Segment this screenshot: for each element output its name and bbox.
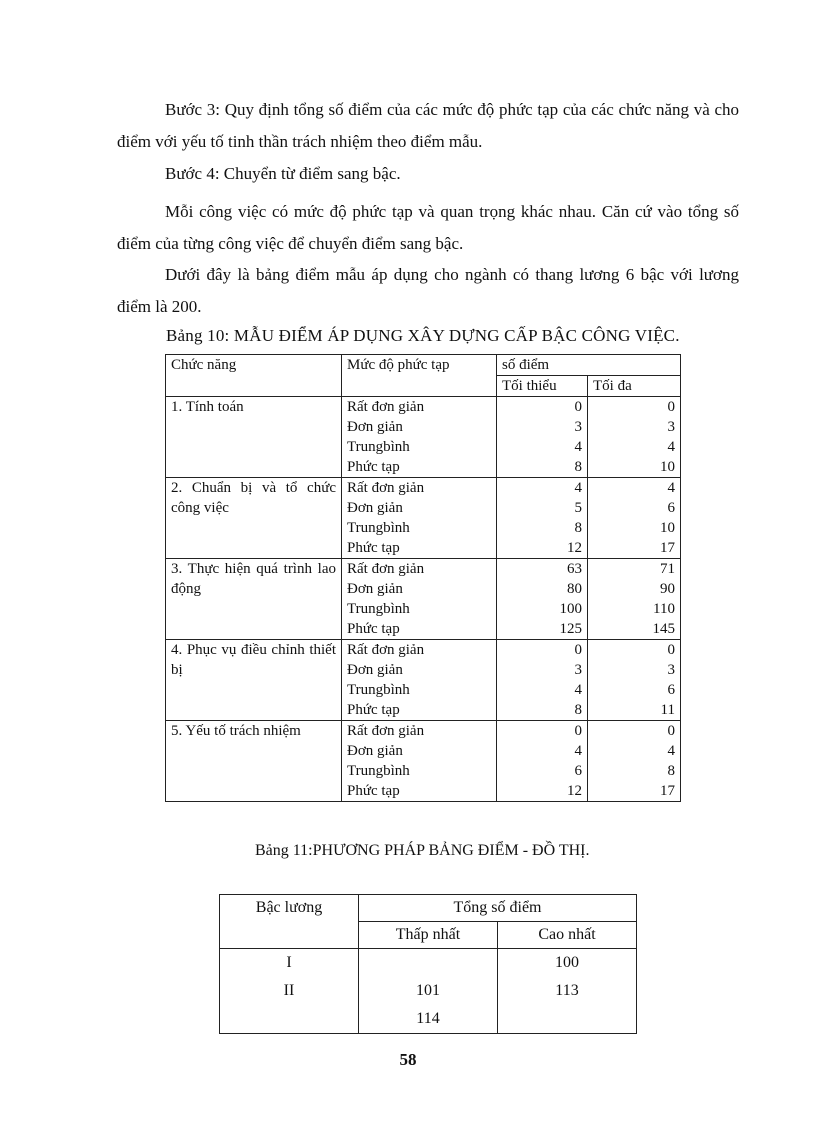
max-points: 17: [588, 538, 681, 559]
complexity-level: Đơn giản: [342, 579, 497, 599]
lowest-value: 101: [416, 982, 440, 999]
max-points: 10: [588, 457, 681, 478]
min-points: 12: [497, 538, 588, 559]
min-points: 8: [497, 700, 588, 721]
header-grade: Bậc lương: [220, 895, 359, 949]
max-points: 71: [588, 559, 681, 580]
complexity-level: Trungbình: [342, 518, 497, 538]
min-points: 3: [497, 417, 588, 437]
header-lowest: Thấp nhất: [359, 922, 498, 949]
paragraph-sample-table-intro: Dưới đây là bảng điểm mẫu áp dụng cho ngành có thang lương 6 bậc với lương điểm là 200.: [117, 265, 739, 316]
header-highest: Cao nhất: [498, 922, 637, 949]
function-name: 2. Chuẩn bị và tổ chức công việc: [166, 478, 342, 559]
highest-value: 113: [555, 982, 579, 999]
complexity-level: Phức tạp: [342, 781, 497, 802]
min-points: 63: [497, 559, 588, 580]
max-points: 3: [588, 417, 681, 437]
max-points: 4: [588, 741, 681, 761]
min-points: 0: [497, 640, 588, 661]
max-points: 0: [588, 721, 681, 742]
max-points: 0: [588, 640, 681, 661]
function-name: 1. Tính toán: [166, 397, 342, 478]
complexity-level: Phức tạp: [342, 457, 497, 478]
table-11-caption: Bảng 11:PHƯƠNG PHÁP BẢNG ĐIỂM - ĐỒ THỊ.: [255, 842, 590, 859]
complexity-level: Đơn giản: [342, 660, 497, 680]
page-number: 58: [399, 1050, 417, 1069]
max-points: 6: [588, 498, 681, 518]
complexity-level: Trungbình: [342, 680, 497, 700]
complexity-level: Rất đơn giản: [342, 397, 497, 418]
min-points: 80: [497, 579, 588, 599]
min-points: 0: [497, 397, 588, 418]
min-points: 8: [497, 518, 588, 538]
table-row: [166, 478, 681, 499]
min-points: 8: [497, 457, 588, 478]
table-11: [219, 894, 637, 1034]
complexity-level: Phức tạp: [342, 619, 497, 640]
function-name: 3. Thực hiện quá trình lao động: [166, 559, 342, 640]
min-points: 5: [497, 498, 588, 518]
grade-value: I: [286, 954, 292, 971]
max-points: 8: [588, 761, 681, 781]
min-points: 6: [497, 761, 588, 781]
complexity-level: Rất đơn giản: [342, 478, 497, 499]
max-points: 17: [588, 781, 681, 802]
function-name: 5. Yếu tố trách nhiệm: [166, 721, 342, 802]
max-points: 6: [588, 680, 681, 700]
max-points: 11: [588, 700, 681, 721]
max-points: 110: [588, 599, 681, 619]
header-min: Tối thiểu: [497, 376, 588, 397]
min-points: 4: [497, 741, 588, 761]
max-points: 90: [588, 579, 681, 599]
highest-value: 100: [555, 954, 579, 971]
table-row: [166, 397, 681, 418]
complexity-level: Phức tạp: [342, 700, 497, 721]
complexity-level: Trungbình: [342, 437, 497, 457]
complexity-level: Rất đơn giản: [342, 559, 497, 580]
header-function: Chức năng: [166, 355, 342, 397]
header-complexity: Mức độ phức tạp: [342, 355, 497, 397]
complexity-level: Rất đơn giản: [342, 640, 497, 661]
table-row: [166, 640, 681, 661]
complexity-level: Trungbình: [342, 761, 497, 781]
highest-column: [498, 949, 637, 1034]
complexity-level: Đơn giản: [342, 417, 497, 437]
max-points: 4: [588, 478, 681, 499]
grade-column: [220, 949, 359, 1034]
paragraph-step-4: Bước 4: Chuyển từ điểm sang bậc.: [165, 164, 401, 183]
table-10-caption: Bảng 10: MẪU ĐIỂM ÁP DỤNG XÂY DỰNG CẤP BẬC CÔNG VIỆC.: [166, 326, 680, 345]
min-points: 125: [497, 619, 588, 640]
complexity-level: Đơn giản: [342, 741, 497, 761]
complexity-level: Rất đơn giản: [342, 721, 497, 742]
min-points: 4: [497, 437, 588, 457]
function-name: 4. Phục vụ điều chỉnh thiết bị: [166, 640, 342, 721]
max-points: 0: [588, 397, 681, 418]
table-10: [165, 354, 681, 802]
min-points: 4: [497, 680, 588, 700]
header-max: Tối đa: [588, 376, 681, 397]
complexity-level: Phức tạp: [342, 538, 497, 559]
header-total-points: Tổng số điểm: [359, 895, 637, 922]
grade-value: II: [283, 982, 295, 999]
paragraph-step-3: Bước 3: Quy định tổng số điểm của các mức độ phức tạp của các chức năng và cho điểm với yếu tố tinh thần trách nhiệm theo điểm mẫu.: [117, 100, 739, 151]
min-points: 4: [497, 478, 588, 499]
complexity-level: Đơn giản: [342, 498, 497, 518]
min-points: 0: [497, 721, 588, 742]
table-row: [166, 721, 681, 742]
paragraph-complexity: Mỗi công việc có mức độ phức tạp và quan trọng khác nhau. Căn cứ vào tổng số điểm của từng công việc để chuyển điểm sang bậc.: [117, 202, 739, 253]
max-points: 4: [588, 437, 681, 457]
complexity-level: Trungbình: [342, 599, 497, 619]
lowest-column: [359, 949, 498, 1034]
max-points: 10: [588, 518, 681, 538]
table-row: [166, 559, 681, 580]
max-points: 145: [588, 619, 681, 640]
header-points: số điểm: [497, 355, 681, 376]
lowest-value: [359, 949, 497, 977]
min-points: 3: [497, 660, 588, 680]
lowest-value: 114: [416, 1010, 440, 1027]
min-points: 12: [497, 781, 588, 802]
max-points: 3: [588, 660, 681, 680]
min-points: 100: [497, 599, 588, 619]
